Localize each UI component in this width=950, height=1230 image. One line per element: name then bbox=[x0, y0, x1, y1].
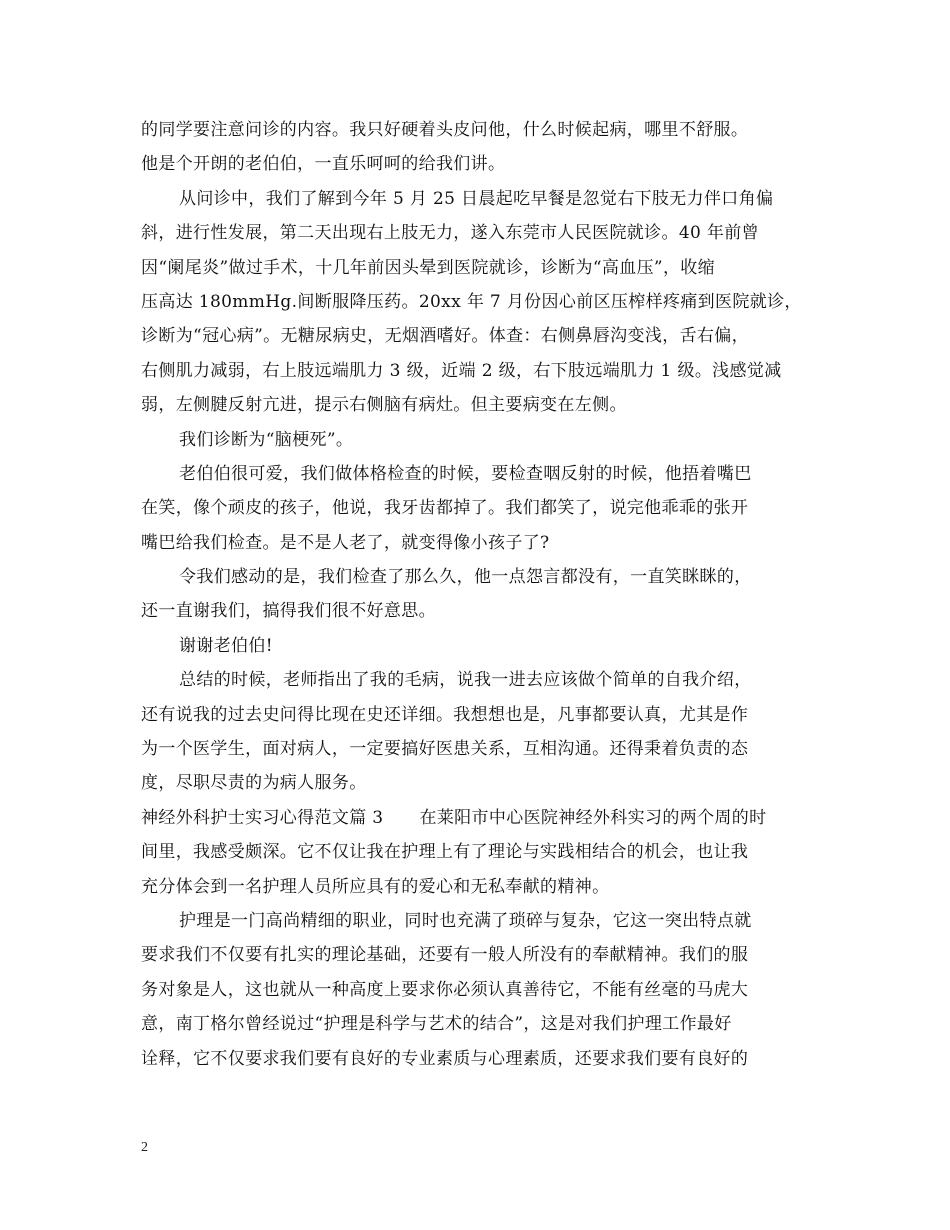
text-line: 的同学要注意问诊的内容。我只好硬着头皮问他，什么时候起病，哪里不舒服。 bbox=[141, 120, 749, 140]
section-intro-text: 在莱阳市中心医院神经外科实习的两个周的时 bbox=[419, 807, 767, 828]
text-line: 右侧肌力减弱，右上肢远端肌力 3 级，近端 2 级，右下肢远端肌力 1 级。浅感觉减 bbox=[141, 360, 782, 381]
text-line: 间里，我感受颇深。它不仅让我在护理上有了理论与实践相结合的机会，也让我 bbox=[141, 842, 749, 863]
paragraph-start-line: 老伯伯很可爱，我们做体格检查的时候，要检查咽反射的时候，他捂着嘴巴 bbox=[179, 463, 752, 484]
text-line: 要求我们不仅要有扎实的理论基础，还要有一般人所没有的奉献精神。我们的服 bbox=[141, 945, 749, 966]
text-line: 斜，进行性发展，第二天出现右上肢无力，遂入东莞市人民医院就诊。40 年前曾 bbox=[141, 223, 759, 244]
text-line: 度，尽职尽责的为病人服务。 bbox=[141, 773, 367, 794]
text-line: 还有说我的过去史问得比现在史还详细。我想想也是，凡事都要认真，尤其是作 bbox=[141, 704, 749, 725]
text-line: 他是个开朗的老伯伯，一直乐呵呵的给我们讲。 bbox=[141, 154, 506, 175]
text-line: 还一直谢我们，搞得我们很不好意思。 bbox=[141, 601, 436, 622]
paragraph-start-line: 总结的时候，老师指出了我的毛病，说我一进去应该做个简单的自我介绍， bbox=[179, 670, 752, 691]
paragraph-start-line: 谢谢老伯伯! bbox=[179, 635, 273, 656]
text-line: 意，南丁格尔曾经说过“护理是科学与艺术的结合”，这是对我们护理工作最好 bbox=[141, 1014, 732, 1035]
section-heading: 神经外科护士实习心得范文篇 3 bbox=[141, 807, 384, 828]
section-heading-line bbox=[141, 801, 821, 835]
page-number: 2 bbox=[141, 1140, 148, 1155]
text-line: 嘴巴给我们检查。是不是人老了，就变得像小孩子了? bbox=[141, 532, 550, 553]
text-line: 因“阑尾炎”做过手术，十几年前因头晕到医院就诊，诊断为“高血压”，收缩 bbox=[141, 257, 716, 278]
text-line: 在笑，像个顽皮的孩子，他说，我牙齿都掉了。我们都笑了，说完他乖乖的张开 bbox=[141, 498, 749, 519]
body-text bbox=[141, 113, 821, 1076]
text-line: 弱，左侧腱反射亢进，提示右侧脑有病灶。但主要病变在左侧。 bbox=[141, 395, 627, 416]
text-line: 压高达 180mmHg.间断服降压药。20xx 年 7 月份因心前区压榨样疼痛到医院就诊， bbox=[141, 291, 802, 312]
paragraph-start-line: 令我们感动的是，我们检查了那么久，他一点怨言都没有，一直笑眯眯的， bbox=[179, 567, 752, 588]
text-line: 充分体会到一名护理人员所应具有的爱心和无私奉献的精神。 bbox=[141, 876, 610, 897]
text-line: 诊断为“冠心病”。无糖尿病史，无烟酒嗜好。体查：右侧鼻唇沟变浅，舌右偏， bbox=[141, 326, 749, 347]
text-line: 诠释，它不仅要求我们要有良好的专业素质与心理素质，还要求我们要有良好的 bbox=[141, 1048, 749, 1069]
text-line: 务对象是人，这也就从一种高度上要求你必须认真善待它，不能有丝毫的马虎大 bbox=[141, 979, 749, 1000]
paragraph-start-line: 我们诊断为“脑梗死”。 bbox=[179, 429, 354, 450]
text-line: 为一个医学生，面对病人，一定要搞好医患关系，互相沟通。还得秉着负责的态 bbox=[141, 739, 749, 760]
paragraph-start-line: 从问诊中，我们了解到今年 5 月 25 日晨起吃早餐是忽觉右下肢无力伴口角偏 bbox=[179, 188, 774, 209]
paragraph-start-line: 护理是一门高尚精细的职业，同时也充满了琐碎与复杂，它这一突出特点就 bbox=[179, 910, 752, 931]
